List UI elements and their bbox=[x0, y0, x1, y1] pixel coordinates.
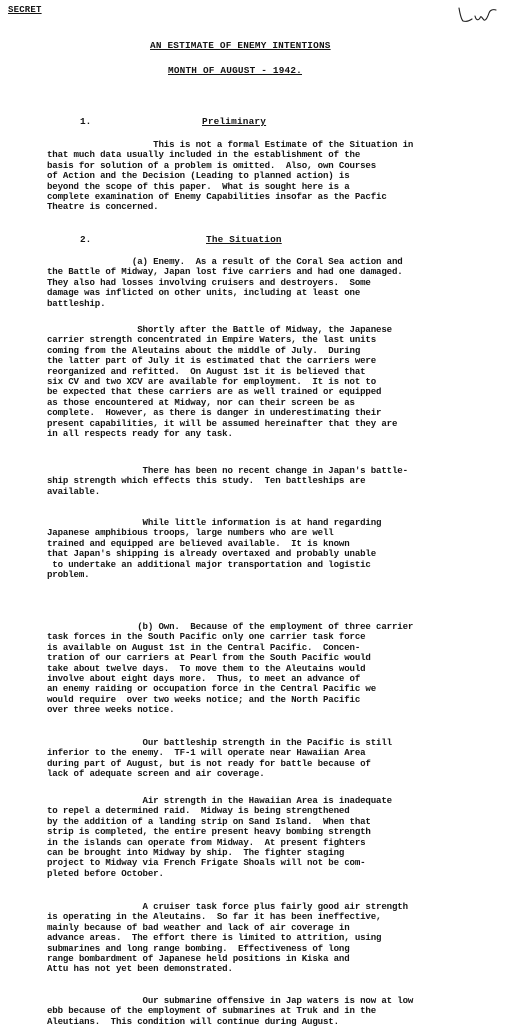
text-line: in the islands can operate from Midway. At present fighters bbox=[47, 836, 366, 848]
paragraph-own-air-strength bbox=[0, 796, 510, 879]
text-line: involve about eight days more. Thus, to meet an advance of bbox=[47, 672, 361, 684]
paragraph-enemy-carriers bbox=[0, 325, 510, 439]
text-line: available. bbox=[47, 485, 101, 497]
text-line: trained and equipped are believed available. It is known bbox=[47, 537, 350, 549]
paragraph-own-submarines bbox=[0, 996, 510, 1027]
text-line: as those encountered at Midway, nor can their screen be as bbox=[47, 396, 355, 408]
text-line: six CV and two XCV are available for employment. It is not to bbox=[47, 375, 377, 387]
paragraph-enemy-losses bbox=[0, 257, 510, 309]
text-line: to undertake an additional major transportation and logistic bbox=[47, 558, 371, 570]
text-line: complete. However, as there is danger in underestimating their bbox=[47, 407, 382, 419]
text-line: problem. bbox=[47, 568, 90, 580]
text-line: tration of our carriers at Pearl from the South Pacific would bbox=[47, 652, 371, 664]
text-line: the Battle of Midway, Japan lost five carriers and had one damaged. bbox=[47, 266, 403, 278]
text-line: that Japan's shipping is already overtaxed and probably unable bbox=[47, 548, 377, 560]
text-line: beyond the scope of this paper. What is sought here is a bbox=[47, 180, 350, 192]
paragraph-own-battleships bbox=[0, 738, 510, 780]
text-line: This is not a formal Estimate of the Situation in bbox=[47, 139, 414, 150]
text-line: ebb because of the employment of submarines at Truk and in the bbox=[47, 1005, 377, 1017]
text-line: be expected that these carriers are as well trained or equipped bbox=[47, 386, 382, 398]
text-line: They also had losses involving cruisers and destroyers. Some bbox=[47, 276, 371, 288]
text-line: complete examination of Enemy Capabilities insofar as the Pacfic bbox=[47, 190, 387, 202]
text-line: during part of August, but is not ready for battle because of bbox=[47, 757, 371, 769]
text-line: mainly because of bad weather and lack of air coverage in bbox=[47, 921, 350, 933]
text-line: battleship. bbox=[47, 297, 106, 309]
section-heading: Preliminary bbox=[202, 116, 267, 127]
text-line: task forces in the South Pacific only one carrier task force bbox=[47, 631, 366, 643]
paragraph-preliminary bbox=[0, 140, 510, 213]
text-line: There has been no recent change in Japan's battle- bbox=[47, 465, 408, 476]
text-line: (a) Enemy. As a result of the Coral Sea action and bbox=[47, 256, 403, 267]
text-line: by the addition of a landing strip on Sand Island. When that bbox=[47, 815, 371, 827]
paragraph-own-aleutians bbox=[0, 902, 510, 975]
text-line: take about twelve days. To move them to the Aleutains would bbox=[47, 662, 366, 674]
text-line: carrier strength concentrated in Empire Waters, the last units bbox=[47, 334, 377, 346]
text-line: advance areas. The effort there is limited to attrition, using bbox=[47, 932, 382, 944]
text-line: submarines and long range bombing. Effectiveness of long bbox=[47, 942, 350, 954]
text-line: Our submarine offensive in Jap waters is now at low bbox=[47, 995, 414, 1006]
text-line: inferior to the enemy. TF-1 will operate near Hawaiian Area bbox=[47, 747, 366, 759]
text-line: Air strength in the Hawaiian Area is inadequate bbox=[47, 795, 392, 806]
document-subtitle: MONTH OF AUGUST - 1942. bbox=[168, 65, 302, 76]
paragraph-enemy-battleships bbox=[0, 466, 510, 497]
text-line: Our battleship strength in the Pacific is still bbox=[47, 737, 392, 748]
text-line: Theatre is concerned. bbox=[47, 201, 159, 213]
paragraph-own-carriers bbox=[0, 622, 510, 716]
text-line: is available on August 1st in the Central Pacific. Concen- bbox=[47, 641, 361, 653]
paragraph-enemy-amphibious bbox=[0, 518, 510, 580]
text-line: to repel a determined raid. Midway is being strengthened bbox=[47, 805, 350, 817]
text-line: (b) Own. Because of the employment of three carrier bbox=[47, 621, 414, 632]
document-title: AN ESTIMATE OF ENEMY INTENTIONS bbox=[150, 40, 331, 51]
text-line: Shortly after the Battle of Midway, the Japanese bbox=[47, 324, 392, 335]
text-line: reorganized and refitted. On August 1st it is believed that bbox=[47, 365, 366, 377]
text-line: lack of adequate screen and air coverage. bbox=[47, 768, 265, 780]
text-line: can be brought into Midway by ship. The fighter staging bbox=[47, 846, 345, 858]
text-line: pleted before October. bbox=[47, 867, 164, 879]
text-line: an enemy raiding or occupation force in the Central Pacific we bbox=[47, 683, 377, 695]
text-line: over three weeks notice. bbox=[47, 704, 175, 716]
section-number: 1. bbox=[80, 116, 92, 127]
text-line: damage was inflicted on other units, including at least one bbox=[47, 287, 361, 299]
text-line: the latter part of July it is estimated that the carriers were bbox=[47, 355, 377, 367]
text-line: would require over two weeks notice; and the North Pacific bbox=[47, 693, 361, 705]
text-line: that much data usually included in the establishment of the bbox=[47, 149, 361, 161]
text-line: Aleutians. This condition will continue during August. bbox=[47, 1015, 339, 1027]
text-line: strip is completed, the entire present heavy bombing strength bbox=[47, 826, 371, 838]
text-line: ship strength which effects this study. Ten battleships are bbox=[47, 475, 366, 487]
section-number: 2. bbox=[80, 234, 92, 245]
text-line: Attu has not yet been demonstrated. bbox=[47, 963, 233, 975]
text-line: range bombardment of Japanese held positions in Kiska and bbox=[47, 952, 350, 964]
text-line: coming from the Aleutains about the middle of July. During bbox=[47, 344, 361, 356]
classification-marking: SECRET bbox=[8, 5, 42, 15]
text-line: present capabilities, it will be assumed hereinafter that they are bbox=[47, 417, 398, 429]
text-line: While little information is at hand regarding bbox=[47, 517, 382, 528]
text-line: Japanese amphibious troops, large numbers who are well bbox=[47, 527, 334, 539]
text-line: project to Midway via French Frigate Shoals will not be com- bbox=[47, 857, 366, 869]
text-line: is operating in the Aleutains. So far it has been ineffective, bbox=[47, 911, 382, 923]
text-line: A cruiser task force plus fairly good air strength bbox=[47, 901, 408, 912]
text-line: in all respects ready for any task. bbox=[47, 427, 233, 439]
section-heading: The Situation bbox=[206, 234, 282, 245]
text-line: basis for solution of a problem is omitted. Also, own Courses bbox=[47, 159, 377, 171]
handwritten-initials bbox=[455, 4, 499, 26]
text-line: of Action and the Decision (Leading to planned action) is bbox=[47, 170, 350, 182]
